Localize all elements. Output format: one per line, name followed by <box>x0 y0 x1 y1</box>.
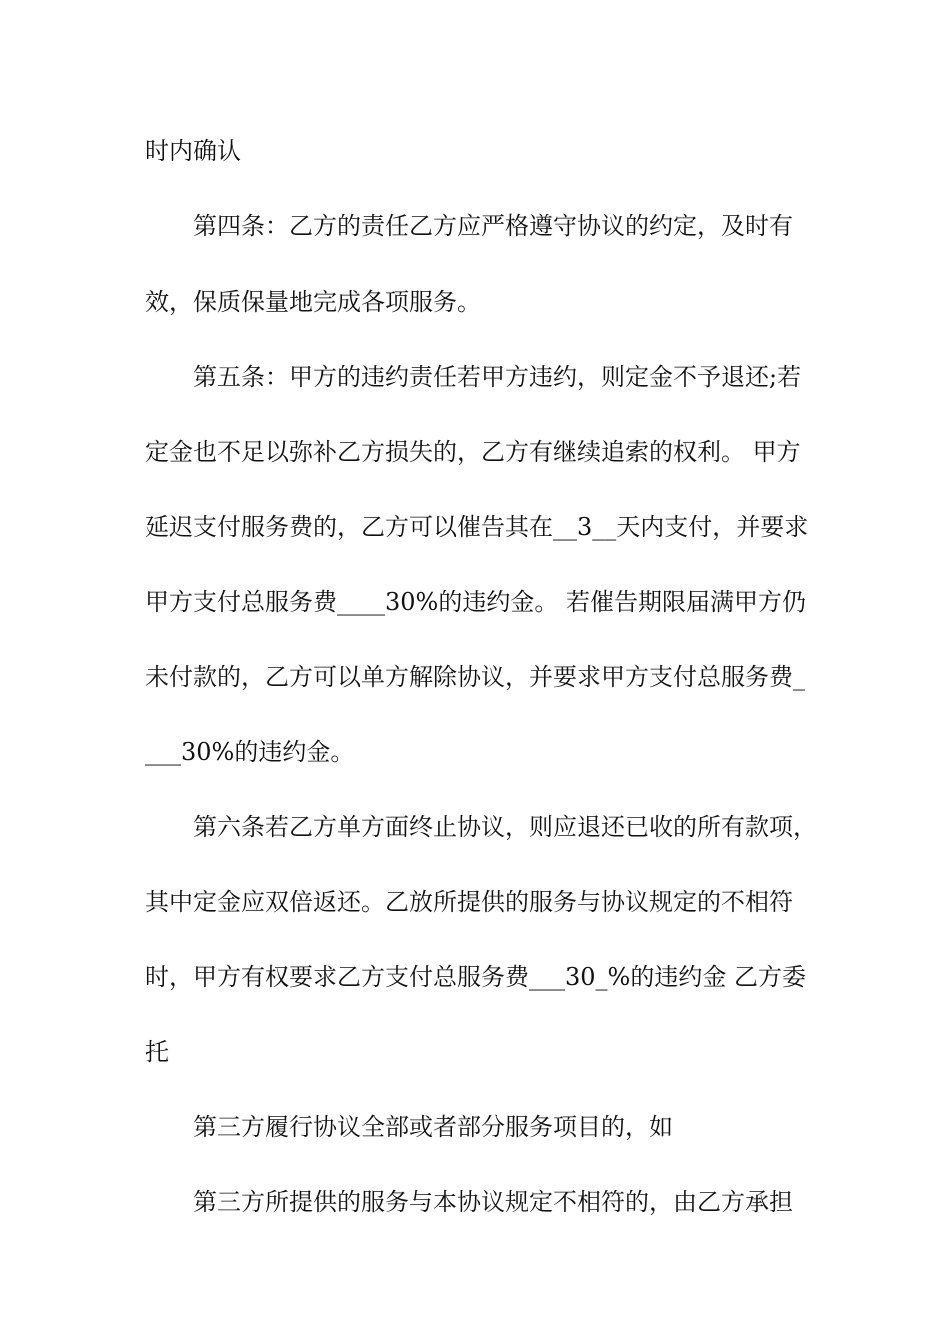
text-line: 时内确认 <box>145 137 241 165</box>
text-line: 延迟支付服务费的，乙方可以催告其在__3__天内支付，并要求 <box>145 513 809 541</box>
text-line: 第六条若乙方单方面终止协议，则应退还已收的所有款项， <box>193 813 817 841</box>
text-line: 效，保质保量地完成各项服务。 <box>145 288 481 316</box>
text-line: 未付款的，乙方可以单方解除协议，并要求甲方支付总服务费_ <box>145 663 805 691</box>
text-line: ___30%的违约金。 <box>145 738 355 766</box>
text-line: 第三方所提供的服务与本协议规定不相符的，由乙方承担 <box>193 1188 793 1216</box>
text-line: 托 <box>145 1038 169 1066</box>
text-line: 第三方履行协议全部或者部分服务项目的，如 <box>193 1113 673 1141</box>
text-line: 甲方支付总服务费____30%的违约金。 若催告期限届满甲方仍 <box>145 588 806 616</box>
text-line: 时，甲方有权要求乙方支付总服务费___30_%的违约金 乙方委 <box>145 963 806 991</box>
text-line: 定金也不足以弥补乙方损失的，乙方有继续追索的权利。 甲方 <box>145 438 801 466</box>
text-line: 第四条：乙方的责任乙方应严格遵守协议的约定，及时有 <box>193 212 793 240</box>
text-line: 第五条：甲方的违约责任若甲方违约，则定金不予退还;若 <box>193 363 802 391</box>
text-line: 其中定金应双倍返还。乙放所提供的服务与协议规定的不相符 <box>145 888 793 916</box>
